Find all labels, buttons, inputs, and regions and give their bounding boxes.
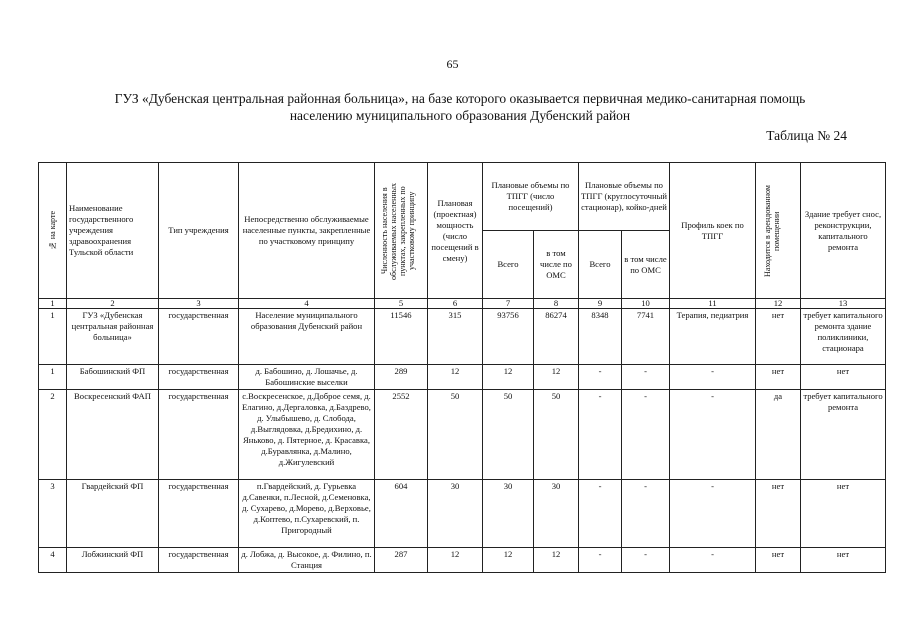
header-settlements: Непосредственно обслуживаемые населенные пункты, закрепленные по участковому принципу [239,163,375,299]
document-title [40,90,880,124]
table-row: 1 Бабошинский ФП государственная д. Бабошино, д. Лошачье, д. Бабошинские выселки 289 12 12 12 - - - нет нет [39,365,886,390]
table-row: 1 ГУЗ «Дубенская центральная районная больница» государственная Население муниципального образования Дубенский район 11546 315 93756 86274 8348 7741 Терапия, педиатрия нет требует капитального ремонта здание поликлиники, стационара [39,309,886,365]
table-row: 4 Лобжинский ФП государственная д. Лобжа, д. Высокое, д. Филино, п. Станция 287 12 12 12 - - - нет нет [39,548,886,573]
header-inpatient-oms: в том числе по ОМС [622,231,670,299]
header-group-inpatient: Плановые объемы по ТПГГ (круглосуточный стационар), койко-дней [579,163,670,231]
title-line-1: ГУЗ «Дубенская центральная районная больница», на базе которого оказывается первичная медико-санитарная помощь [114,91,806,106]
header-population: Численность населения в обслуживаемых населенных пунктах, закрепленных по участковому принципу [375,163,428,299]
header-bed-profile: Профиль коек по ТПГГ [670,163,756,299]
header-visits-oms: в том числе по ОМС [534,231,579,299]
facilities-table [38,162,886,573]
header-inpatient-total: Всего [579,231,622,299]
table-row: 2 Воскресенский ФАП государственная с.Воскресенское, д.Доброе семя, д. Елагино, д.Дергаловка, д.Баздрево, д. Улыбышево, д. Слобода, д.Выглядовка, д.Бредихино, д. Яньково, д. Пятерное, д. Красавка, д.Буравлянка, д.Малино, д.Жигулевский 2552 50 50 50 - - - да требует капитального ремонта [39,390,886,480]
page-number: 65 [446,57,459,71]
header-institution-name: Наименование государственного учреждения здравоохранения Тульской области [67,163,159,299]
table-number: Таблица № 24 [766,128,847,143]
header-institution-type: Тип учреждения [159,163,239,299]
header-capacity: Плановая (проектная) мощность (число посещений в смену) [428,163,483,299]
header-group-visits: Плановые объемы по ТПГГ (число посещений) [483,163,579,231]
header-renovation: Здание требует снос, реконструкции, капитального ремонта [801,163,886,299]
header-rented: Находится в арендованном помещении [756,163,801,299]
column-numbers-row: 1 2 3 4 5 6 7 8 9 10 11 12 13 [39,299,886,309]
title-line-2: населению муниципального образования Дубенский район [289,108,631,123]
header-visits-total: Всего [483,231,534,299]
header-map-number: № на карте [39,163,67,299]
table-row: 3 Гвардейский ФП государственная п.Гвардейский, д. Гурьевка д.Савенки, п.Лесной, д.Семеновка, д. Сухарево, д.Морево, д.Верховье, д.Коптево, п.Сухаревский, п. Пригородный 604 30 30 30 - - - нет нет [39,480,886,548]
